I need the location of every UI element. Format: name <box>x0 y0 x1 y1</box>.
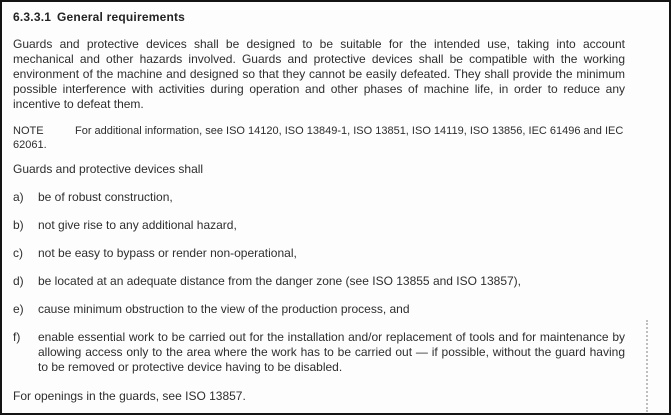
list-item-letter: d) <box>13 274 24 288</box>
list-item-text: not be easy to bypass or render non-operational, <box>38 246 297 260</box>
note-label: NOTE <box>13 125 44 137</box>
list-item-a <box>13 190 625 205</box>
note-paragraph <box>13 124 625 152</box>
list-item-letter: a) <box>13 190 24 204</box>
list-item-text: not give rise to any additional hazard, <box>38 218 237 232</box>
list-item-letter: b) <box>13 218 24 232</box>
closing-paragraph: For openings in the guards, see ISO 13857. <box>13 389 246 403</box>
list-item-c <box>13 246 625 261</box>
list-item-text: cause minimum obstruction to the view of the production process, and <box>38 302 410 316</box>
list-item-b <box>13 218 625 233</box>
requirements-paragraph: Guards and protective devices shall be designed to be suitable for the intended use, taking into account mechanical and other hazards involved. Guards and protective devices shall be compatible with the working environment of the machine and designed so that they cannot be easily defeated. They shall provide the minimum possible interference with activities during operation and other phases of machine life, in order to reduce any incentive to defeat them. <box>13 37 625 111</box>
margin-change-bar-artifact <box>646 320 648 412</box>
list-item-text: enable essential work to be carried out for the installation and/or replacement of tools and for maintenance by allowing access only to the area where the work has to be carried out — if possible, without the guard having to be removed or protective device having to be disabled. <box>38 330 625 374</box>
list-item-text: be of robust construction, <box>38 190 173 204</box>
list-intro: Guards and protective devices shall <box>13 162 204 176</box>
list-item-text: be located at an adequate distance from the danger zone (see ISO 13855 and ISO 13857), <box>38 274 521 288</box>
list-item-e <box>13 302 625 317</box>
list-item-letter: e) <box>13 302 24 316</box>
list-item-letter: c) <box>13 246 23 260</box>
list-item-d <box>13 274 625 289</box>
list-item-f <box>13 330 625 375</box>
list-item-letter: f) <box>13 330 21 344</box>
section-heading <box>13 10 625 25</box>
section-title: General requirements <box>57 10 186 24</box>
note-text: For additional information, see ISO 14120, ISO 13849-1, ISO 13851, ISO 14119, ISO 13856, IEC 61496 and IEC 62061. <box>13 125 624 151</box>
section-number: 6.3.3.1 <box>13 10 52 24</box>
requirements-list <box>13 190 625 375</box>
